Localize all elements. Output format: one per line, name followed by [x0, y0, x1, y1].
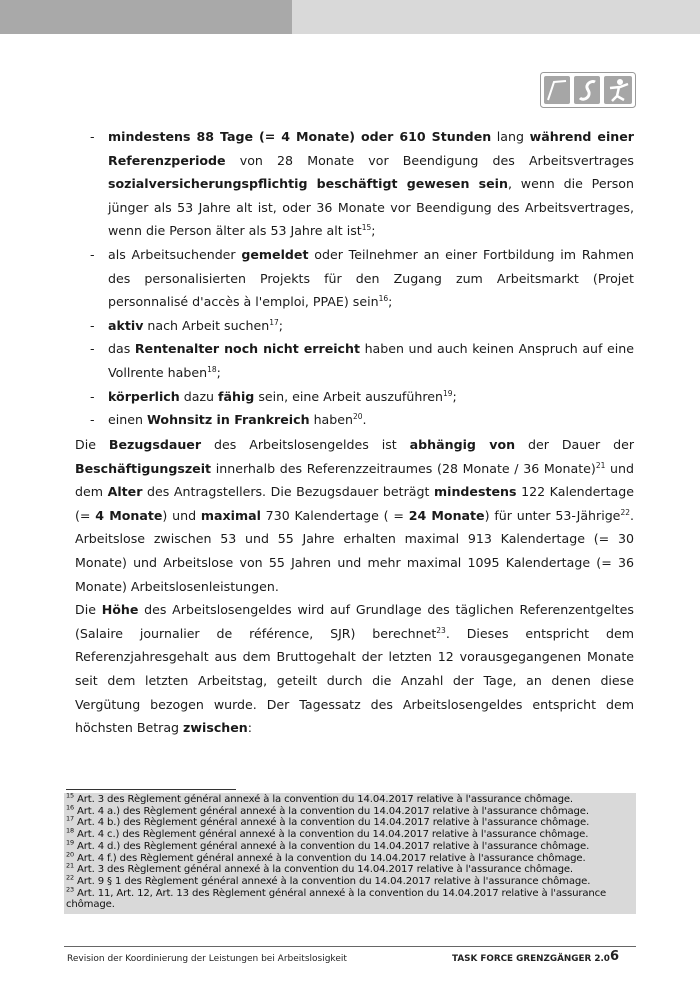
- text-run: einen: [108, 412, 147, 428]
- emphasis-text: während einer Referenzperiode: [108, 129, 635, 168]
- dash-bullet-icon: -: [90, 341, 95, 357]
- footnote-text: Art. 3 des Règlement général annexé à la convention du 14.04.2017 relative à l'assurance chômage.: [73, 864, 573, 876]
- footnote: [66, 817, 636, 829]
- text-run: des Antragstellers. Die Bezugsdauer beträgt: [142, 484, 434, 500]
- text-run: von 28 Monate vor Beendigung des Arbeitsvertrages: [225, 152, 634, 168]
- dash-bullet-icon: -: [90, 388, 95, 404]
- footnote-reference: 15: [361, 223, 372, 233]
- footnote-number: 18: [66, 826, 74, 835]
- text-run: des Arbeitslosengeldes ist: [201, 437, 410, 452]
- footnote-text: Art. 4 c.) des Règlement général annexé à la convention du 14.04.2017 relative à l'assurance chômage.: [73, 829, 589, 841]
- text-run: ;: [371, 223, 376, 239]
- dash-bullet-icon: -: [90, 317, 95, 333]
- emphasis-text: gemeldet: [241, 246, 309, 262]
- text-run: , wenn die Person jünger als 53 Jahre alt ist, oder 36 Monate vor Beendigung des Arbeitsvertrages, wenn die Person älter als 53 Jahre alt ist: [108, 176, 634, 239]
- emphasis-text: Bezugsdauer: [108, 437, 202, 452]
- footnote: [66, 885, 636, 911]
- dash-bullet-icon: -: [90, 246, 95, 262]
- footnote-reference: 21: [595, 460, 606, 470]
- paragraph: [75, 433, 634, 598]
- paragraph: [75, 598, 634, 740]
- footnote-text: Art. 11, Art. 12, Art. 13 des Règlement général annexé à la convention du 14.04.2017 relative à l'assurance chômage.: [66, 887, 607, 911]
- emphasis-text: abhängig von: [409, 437, 516, 452]
- footnote-number: 15: [66, 791, 74, 800]
- text-run: lang: [491, 129, 530, 144]
- emphasis-text: 24 Monate: [408, 507, 485, 523]
- text-run: Die: [75, 602, 102, 618]
- text-run: des Arbeitslosengeldes wird auf Grundlage des täglichen Referenzentgeltes (Salaire journalier de référence, SJR) berechnet: [75, 602, 634, 641]
- footnote-number: 20: [66, 850, 74, 859]
- task-force-logo: [540, 72, 636, 108]
- text-run: ) für unter 53-Jährige: [484, 507, 621, 523]
- footnote-number: 21: [66, 861, 74, 870]
- footnote: [66, 873, 636, 888]
- text-run: . Dieses entspricht dem Referenzjahresgehalt aus dem Bruttogehalt der letzten 12 vorausgegangenen Monate seit dem letzten Arbeitstag, geteilt durch die Anzahl der Tage, an denen diese Vergütung bezogen wurde. Der Tagessatz des Arbeitslosengeldes entspricht dem höchsten Betrag: [75, 625, 634, 736]
- footnote-reference: 20: [353, 411, 363, 421]
- emphasis-text: fähig: [218, 388, 255, 404]
- emphasis-text: mindestens: [434, 484, 517, 500]
- emphasis-text: maximal: [200, 507, 261, 523]
- footnote-text: Art. 9 § 1 des Règlement général annexé à la convention du 14.04.2017 relative à l'assurance chômage.: [73, 875, 591, 887]
- text-run: ) und: [162, 507, 201, 523]
- emphasis-text: sozialversicherungspflichtig beschäftigt gewesen sein: [108, 176, 508, 192]
- requirement-item: [90, 337, 634, 384]
- dash-bullet-icon: -: [90, 412, 95, 428]
- text-run: ;: [278, 317, 283, 333]
- header-bar-dark: [0, 0, 292, 34]
- footnote-reference: 18: [207, 364, 217, 374]
- text-run: ;: [388, 294, 393, 310]
- footnote: [66, 791, 636, 806]
- footnote-number: 16: [66, 803, 74, 812]
- footer-document-title: Revision der Koordinierung der Leistungen bei Arbeitslosigkeit: [67, 954, 347, 964]
- footnote-separator: [66, 789, 236, 790]
- text-run: als Arbeitsuchender: [108, 246, 242, 262]
- footnote: [66, 850, 636, 865]
- footnote-reference: 19: [442, 388, 453, 398]
- text-run: nach Arbeit suchen: [143, 317, 270, 333]
- footnote: [66, 826, 636, 841]
- text-run: ;: [216, 364, 221, 380]
- text-run: das: [108, 341, 135, 357]
- footnote-text: Art. 4 b.) des Règlement général annexé à la convention du 14.04.2017 relative à l'assurance chômage.: [73, 817, 590, 829]
- footnote-reference: 17: [269, 317, 279, 327]
- text-run: und dem: [75, 460, 634, 500]
- emphasis-text: Alter: [107, 484, 143, 500]
- emphasis-text: zwischen: [183, 720, 248, 736]
- footnote-number: 23: [66, 885, 74, 894]
- text-run: dazu: [179, 388, 219, 404]
- footnotes: [64, 793, 636, 914]
- footnote-text: Art. 4 a.) des Règlement général annexé à la convention du 14.04.2017 relative à l'assurance chômage.: [73, 805, 589, 817]
- footer-task-force: TASK FORCE GRENZGÄNGER 2.0: [452, 954, 610, 964]
- text-run: 122 Kalendertage (=: [75, 484, 634, 523]
- text-run: oder Teilnehmer an einer Fortbildung im Rahmen des personalisierten Projekts für den Zugang zum Arbeitsmarkt (Projet personnalisé d'accès à l'emploi, PPAE) sein: [108, 246, 634, 310]
- emphasis-text: Höhe: [101, 602, 139, 618]
- text-run: .: [362, 412, 367, 428]
- page-number: 6: [610, 949, 620, 964]
- text-run: . Arbeitslose zwischen 53 und 55 Jahre erhalten maximal 913 Kalendertage (= 30 Monate) und Arbeitslose von 55 Jahren und mehr maximal 1095 Kalendertage (= 36 Monate) Arbeitslosenleistungen.: [75, 507, 634, 594]
- footnote: [66, 838, 636, 853]
- footnote: [66, 861, 636, 876]
- footnote-reference: 16: [378, 293, 389, 303]
- footer-rule: [64, 946, 636, 947]
- requirement-item: [90, 125, 634, 243]
- emphasis-text: Wohnsitz in Frankreich: [146, 412, 310, 428]
- text-run: haben und auch keinen Anspruch auf eine Vollrente haben: [108, 341, 635, 380]
- text-run: Die: [75, 437, 109, 452]
- text-run: haben: [309, 412, 353, 428]
- emphasis-text: Beschäftigungszeit: [75, 460, 212, 476]
- text-run: der Dauer der: [515, 437, 634, 452]
- emphasis-text: Rentenalter noch nicht erreicht: [134, 341, 361, 357]
- footnote-number: 19: [66, 838, 74, 847]
- requirements-list: [90, 125, 634, 432]
- footnote-number: 22: [66, 873, 74, 882]
- footnote-text: Art. 4 f.) des Règlement général annexé à la convention du 14.04.2017 relative à l'assurance chômage.: [73, 852, 586, 864]
- requirement-item: [90, 385, 634, 409]
- requirement-item: [90, 314, 634, 338]
- footnote-reference: 23: [436, 625, 446, 635]
- dash-bullet-icon: -: [90, 129, 95, 144]
- text-run: innerhalb des Referenzzeitraumes (28 Monate / 36 Monate): [211, 460, 596, 476]
- footnote-reference: 22: [620, 507, 630, 517]
- text-run: ;: [452, 388, 457, 404]
- emphasis-text: aktiv: [108, 317, 144, 333]
- emphasis-text: körperlich: [108, 388, 180, 404]
- text-run: :: [247, 720, 253, 736]
- header-bar-light: [292, 0, 700, 34]
- emphasis-text: 4 Monate: [95, 507, 163, 523]
- requirement-item: [90, 408, 634, 432]
- emphasis-text: mindestens 88 Tage (= 4 Monate) oder 610 Stunden: [108, 129, 492, 144]
- requirement-item: [90, 243, 634, 314]
- text-run: 730 Kalendertage ( =: [260, 507, 409, 523]
- footnote-number: 17: [66, 815, 74, 824]
- footnote-text: Art. 3 des Règlement général annexé à la convention du 14.04.2017 relative à l'assurance chômage.: [73, 794, 573, 805]
- footnote-text: Art. 4 d.) des Règlement général annexé à la convention du 14.04.2017 relative à l'assurance chômage.: [73, 840, 590, 852]
- footnote: [66, 803, 636, 818]
- text-run: sein, eine Arbeit auszuführen: [254, 388, 443, 404]
- body-text: [75, 433, 634, 740]
